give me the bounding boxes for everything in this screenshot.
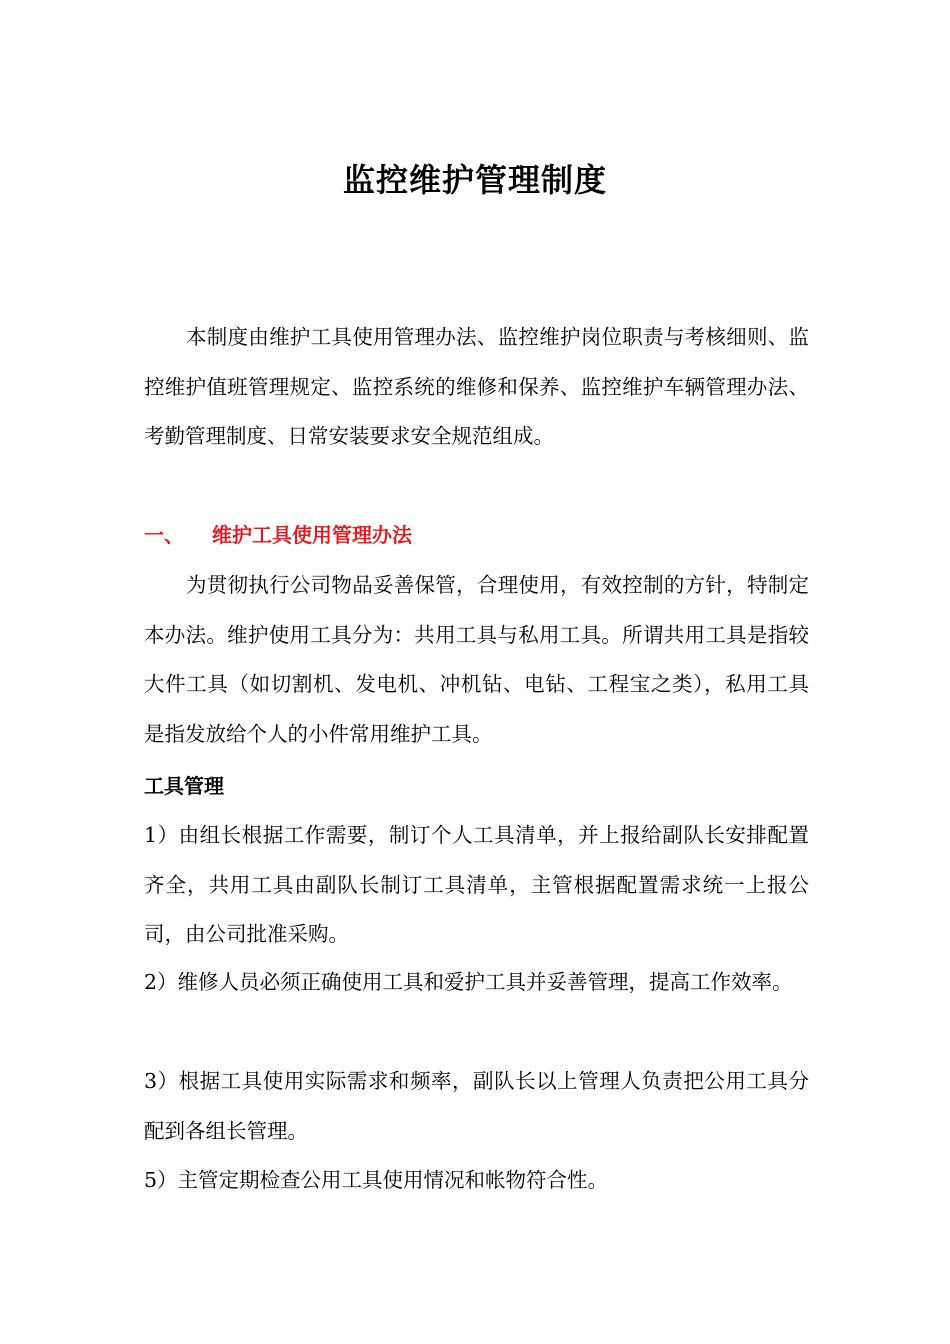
list-item-5: 5）主管定期检查公用工具使用情况和帐物符合性。 xyxy=(144,1168,609,1192)
intro-paragraph: 本制度由维护工具使用管理办法、监控维护岗位职责与考核细则、监控维护值班管理规定、监控系统的维修和保养、监控维护车辆管理办法、考勤管理制度、日常安装要求安全规范组成。 xyxy=(144,325,809,448)
section-1-number: 一、 xyxy=(144,523,184,547)
section-1-title: 维护工具使用管理办法 xyxy=(212,523,412,547)
list-item-2: 2）维修人员必须正确使用工具和爱护工具并妥善管理，提高工作效率。 xyxy=(144,970,793,994)
section-1-heading xyxy=(144,515,809,555)
document-title: 监控维护管理制度 xyxy=(342,161,607,199)
section-1-paragraph: 为贯彻执行公司物品妥善保管，合理使用，有效控制的方针，特制定本办法。维护使用工具分为：共用工具与私用工具。所谓共用工具是指较大件工具（如切割机、发电机、冲机钻、电钻、工程宝之类），私用工具是指发放给个人的小件常用维护工具。 xyxy=(144,573,809,746)
list-item-3: 3）根据工具使用实际需求和频率，副队长以上管理人负责把公用工具分配到各组长管理。 xyxy=(144,1069,809,1143)
tool-management-subheading: 工具管理 xyxy=(144,774,224,798)
list-item-1: 1）由组长根据工作需要，制订个人工具清单，并上报给副队长安排配置齐全，共用工具由副队长制订工具清单，主管根据配置需求统一上报公司，由公司批准采购。 xyxy=(144,823,809,946)
